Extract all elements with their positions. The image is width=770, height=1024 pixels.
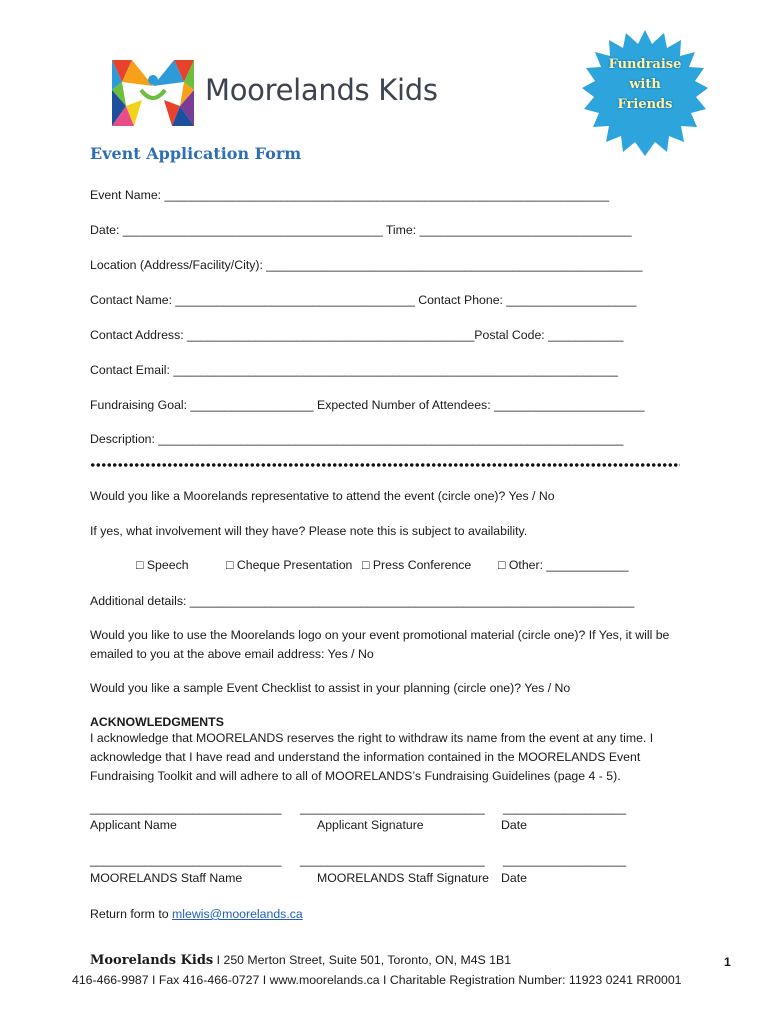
contact-name-field[interactable]: Contact Name: ___________________________________ Contact Phone: ___________________ xyxy=(90,293,637,307)
page-title: Event Application Form xyxy=(90,144,302,163)
dotted-divider xyxy=(90,462,680,468)
contact-email-field[interactable]: Contact Email: _________________________________________________________________ xyxy=(90,363,618,377)
badge-line-1: Fundraise xyxy=(608,57,682,72)
staff-signature-label: MOORELANDS Staff Signature xyxy=(317,871,490,885)
return-form-text xyxy=(90,906,303,922)
option-press-conference[interactable]: □ Press Conference xyxy=(362,558,472,572)
involvement-question: If yes, what involvement will they have? Please note this is subject to availability. xyxy=(90,524,528,538)
description-field[interactable]: Description: ____________________________________________________________________ xyxy=(90,432,624,446)
footer-contact: 416-466-9987 I Fax 416-466-0727 I www.moorelands.ca I Charitable Registration Number: 11923 0241 RR0001 xyxy=(72,973,682,987)
footer-address xyxy=(90,953,511,968)
badge-line-3: Friends xyxy=(617,97,673,112)
logo-use-question: Would you like to use the Moorelands logo on your event promotional material (circle one)? If Yes, it will be emailed to you at the above email address: Yes / No xyxy=(90,628,670,661)
location-field[interactable]: Location (Address/Facility/City): _______________________________________________________ xyxy=(90,258,643,272)
option-other[interactable]: □ Other: ____________ xyxy=(498,558,629,572)
applicant-date-line[interactable]: __________________ xyxy=(503,801,627,815)
staff-date-line[interactable]: __________________ xyxy=(503,853,627,867)
applicant-name-line[interactable]: ____________________________ xyxy=(90,801,282,815)
applicant-date-label: Date xyxy=(501,818,527,832)
footer-address-text: I 250 Merton Street, Suite 501, Toronto, ON, M4S 1B1 xyxy=(213,953,512,967)
option-cheque-presentation[interactable]: □ Cheque Presentation xyxy=(226,558,353,572)
option-speech[interactable]: □ Speech xyxy=(136,558,189,572)
badge-line-2: with xyxy=(629,77,661,92)
fundraising-goal-field[interactable]: Fundraising Goal: __________________ Expected Number of Attendees: ______________________ xyxy=(90,398,645,412)
brand-name: Moorelands Kids xyxy=(205,73,438,107)
contact-address-field[interactable]: Contact Address: __________________________________________Postal Code: ___________ xyxy=(90,328,624,342)
applicant-name-label: Applicant Name xyxy=(90,818,177,832)
footer-brand: Moorelands Kids xyxy=(90,953,214,968)
page-number: 1 xyxy=(724,955,731,969)
date-time-field[interactable]: Date: ______________________________________ Time: _______________________________ xyxy=(90,223,632,237)
staff-name-label: MOORELANDS Staff Name xyxy=(90,871,243,885)
event-name-field[interactable]: Event Name: _________________________________________________________________ xyxy=(90,188,610,202)
applicant-signature-line[interactable]: ___________________________ xyxy=(300,801,485,815)
staff-signature-line[interactable]: ___________________________ xyxy=(300,853,485,867)
additional-details-field[interactable]: Additional details: _________________________________________________________________ xyxy=(90,594,635,608)
acknowledgments-heading: ACKNOWLEDGMENTS xyxy=(90,715,224,729)
staff-name-line[interactable]: ____________________________ xyxy=(90,853,282,867)
staff-date-label: Date xyxy=(501,871,527,885)
badge-text xyxy=(580,55,710,115)
applicant-signature-label: Applicant Signature xyxy=(317,818,424,832)
representative-question: Would you like a Moorelands representative to attend the event (circle one)? Yes / No xyxy=(90,489,555,503)
return-label: Return form to xyxy=(90,907,173,921)
acknowledgments-text: I acknowledge that MOORELANDS reserves the right to withdraw its name from the event at any time. I acknowledge that I have read and understand the information contained in the MOORELANDS Event Fundraising Toolkit and will adhere to all of MOORELANDS’s Fundraising Guidelines (page 4 - 5). xyxy=(90,731,654,783)
checklist-question: Would you like a sample Event Checklist to assist in your planning (circle one)? Yes / No xyxy=(90,681,571,695)
return-email-link[interactable]: mlewis@moorelands.ca xyxy=(172,907,303,921)
moorelands-logo-icon xyxy=(112,60,194,126)
